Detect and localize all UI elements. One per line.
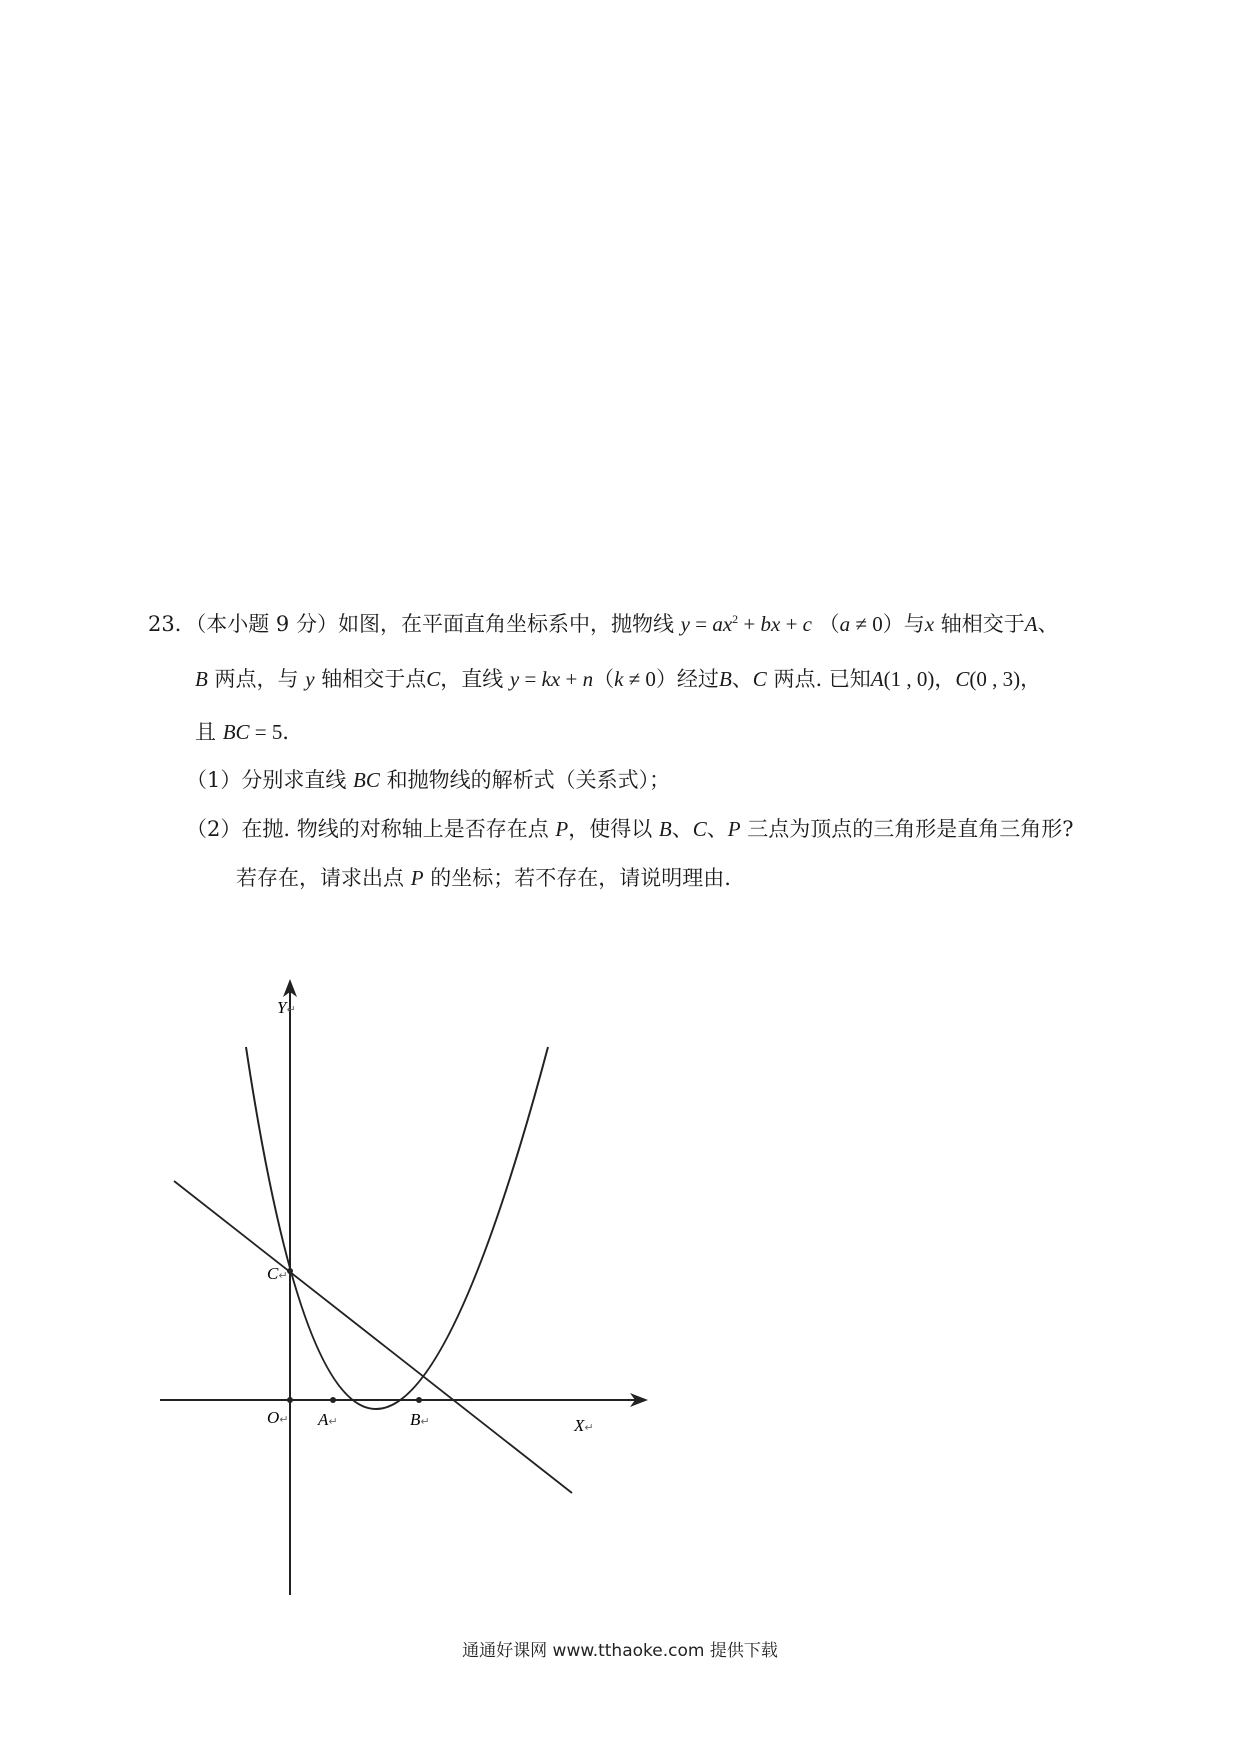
problem-line-1: 23．（本小题 9 分）如图，在平面直角坐标系中，抛物线 $y = ax^2$ + bx + c （a ≠ 0）与x 轴相交于A、 (148, 612, 1059, 636)
point-a-marker (330, 1397, 336, 1403)
coordinate-figure (150, 975, 670, 1605)
problem-part-2-continued: 若存在，请求出点 P 的坐标；若不存在，请说明理由. (236, 866, 731, 890)
point-a-label: A↵ (318, 1410, 338, 1429)
y-axis-label: Y↵ (277, 998, 296, 1017)
problem-part-2: （2）在抛. 物线的对称轴上是否存在点 P，使得以 B、C、P 三点为顶点的三角形是直角三角形? (186, 817, 1074, 841)
point-c-label: C↵ (267, 1264, 288, 1283)
point-o-label: O↵ (267, 1408, 289, 1427)
point-c-marker (287, 1268, 293, 1274)
problem-line-3: 且 BC = 5． (195, 720, 304, 744)
page-footer: 通通好课网 www.tthaoke.com 提供下载 (462, 1641, 778, 1661)
x-axis-label: X↵ (574, 1416, 594, 1435)
line-bc (174, 1181, 572, 1493)
problem-part-1: （1）分别求直线 BC 和抛物线的解析式（关系式）； (186, 768, 671, 792)
point-b-marker (416, 1397, 422, 1403)
point-b-label: B↵ (410, 1410, 430, 1429)
point-o-marker (287, 1397, 293, 1403)
problem-number: 23． (148, 612, 196, 636)
problem-line-2: B 两点，与 y 轴相交于点C，直线 y = kx + n（k ≠ 0）经过B、C 两点. 已知A(1 , 0)，C(0 , 3)， (195, 667, 1042, 691)
